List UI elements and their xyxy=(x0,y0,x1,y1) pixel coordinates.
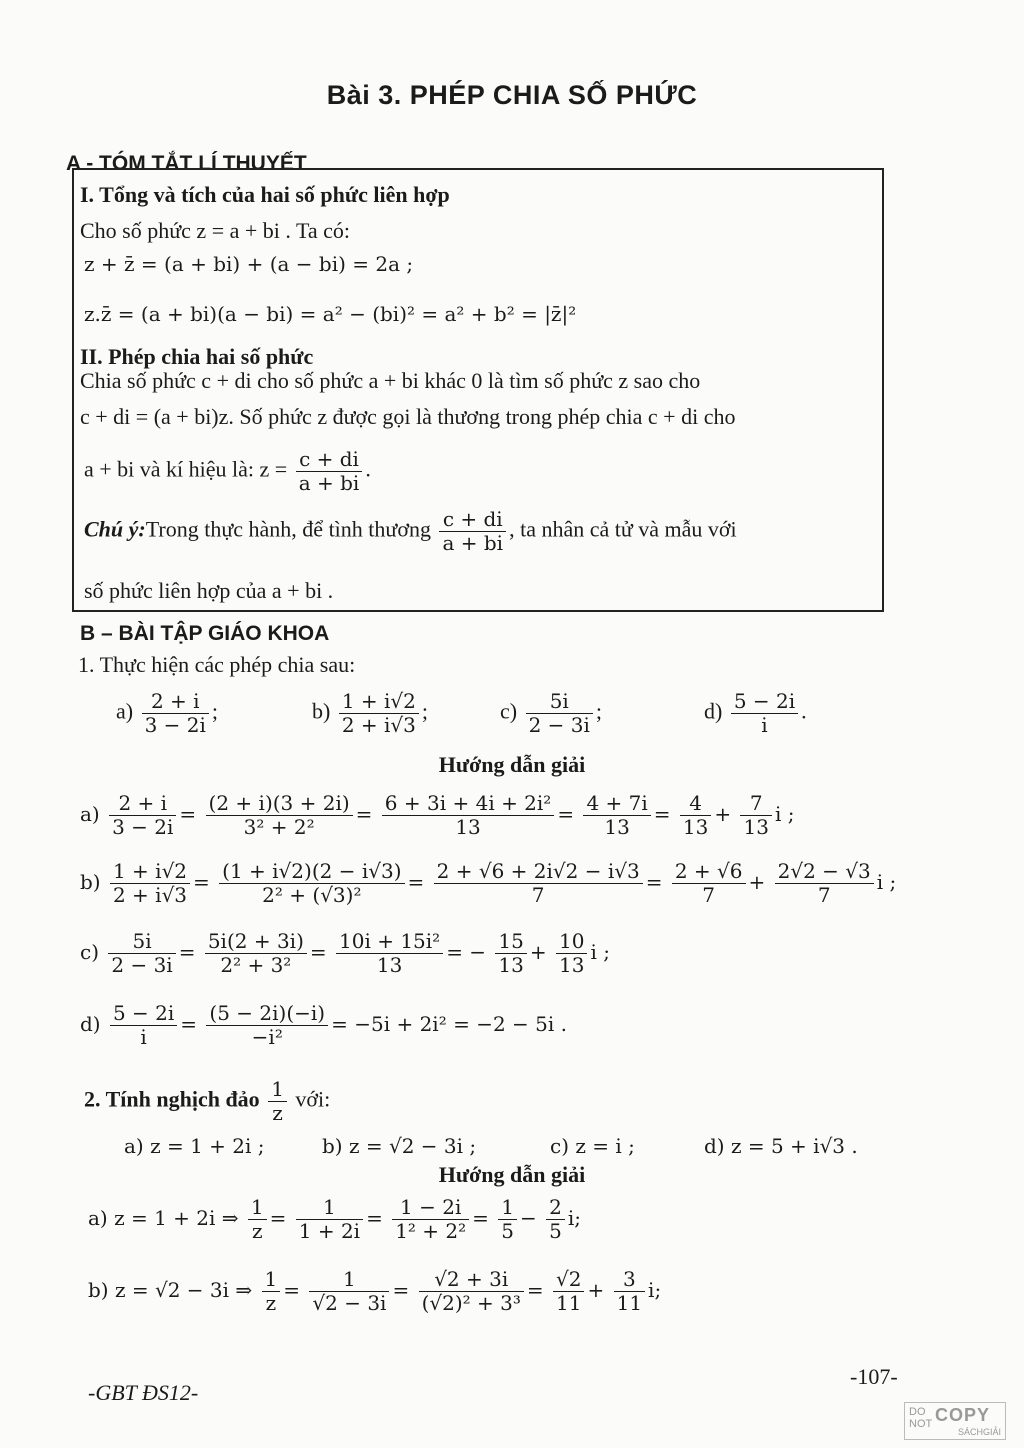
fraction-numerator: c + di xyxy=(296,448,363,472)
exercise-1-guide-heading: Hướng dẫn giải xyxy=(438,752,586,777)
fraction-numerator: √2 + 3i xyxy=(419,1268,524,1292)
exercise-2-statement xyxy=(84,1078,330,1125)
item-label: a) xyxy=(80,802,100,826)
fraction-denominator: 3 − 2i xyxy=(144,713,206,737)
fraction-denominator: 2 − 3i xyxy=(528,713,590,737)
fraction-denominator: 13 xyxy=(743,815,769,839)
fraction-denominator: 13 xyxy=(498,953,524,977)
fraction-denominator: 2² + 3² xyxy=(220,953,292,977)
fraction-numerator: 5i xyxy=(526,690,593,714)
fraction-numerator: √2 xyxy=(553,1268,584,1292)
solution-2b: b) z = √2 − 3i ⇒ $\frac{1}{z}$ = $\frac{1}{√2 - 3i}$ = $\frac{√2 + 3i}{\text{(√2)² + 3³}}$ = $\frac{√2}{11}$ + $\frac{3}{11}$ i; xyxy=(88,1267,662,1315)
fraction-denominator: i xyxy=(140,1025,147,1049)
note-text-a: Trong thực hành, để tình thương xyxy=(145,516,431,542)
fraction-numerator: 7 xyxy=(740,792,771,816)
fraction-numerator: 1 − 2i xyxy=(392,1196,469,1220)
exercise-1-item-c: c) $\frac{5i}{2 - 3i}$ ; xyxy=(500,689,603,737)
exercise-1-item-a: a) $\frac{2 + i}{3 - 2i}$ ; xyxy=(116,689,219,737)
fraction-denominator: 11 xyxy=(616,1291,643,1315)
fraction-numerator: 2 + i xyxy=(142,690,209,714)
solution-prefix: a) z = 1 + 2i ⇒ xyxy=(88,1206,239,1230)
note-label: Chú ý: xyxy=(84,516,146,542)
fraction-numerator: 1 xyxy=(268,1078,287,1102)
fraction-numerator: 15 xyxy=(495,930,526,954)
fraction-denominator: 3 − 2i xyxy=(112,815,174,839)
solution-suffix: i; xyxy=(648,1278,662,1302)
fraction-numerator: 4 xyxy=(680,792,711,816)
exercise-2-item-d: d) z = 5 + i√3 . xyxy=(704,1134,858,1158)
fraction-denominator: z xyxy=(272,1101,283,1125)
fraction-numerator: 2 xyxy=(546,1196,565,1220)
fraction-numerator: 2√2 − √3 xyxy=(775,860,874,884)
fraction-numerator: 6 + 3i + 4i + 2i² xyxy=(382,792,555,816)
fraction-denominator: z xyxy=(265,1291,277,1315)
fraction-denominator: 13 xyxy=(559,953,585,977)
stamp-not: NOT xyxy=(909,1418,933,1430)
fraction-denominator: 3² + 2² xyxy=(243,815,315,839)
theory-formula-product: z.z̄ = (a + bi)(a − bi) = a² − (bi)² = a² + b² = |z̄|² xyxy=(84,302,577,326)
statement-text: 2. Tính nghịch đảo xyxy=(84,1086,260,1112)
fraction-numerator: c + di xyxy=(439,508,506,532)
solution-suffix: i; xyxy=(567,1206,582,1230)
solution-suffix: i ; xyxy=(774,802,795,826)
note-fraction xyxy=(439,508,506,555)
division-fraction xyxy=(296,448,363,495)
fraction-numerator: (1 + i√2)(2 − i√3) xyxy=(219,860,404,884)
stamp-copy: COPY xyxy=(935,1405,991,1425)
fraction-denominator: 1² + 2² xyxy=(395,1219,467,1243)
fraction-denominator: 13 xyxy=(682,815,709,839)
do-not-copy-stamp xyxy=(904,1402,1006,1440)
exercise-1-item-b: b) $\frac{1 + i√2}{2 + i√3}$ ; xyxy=(312,689,429,737)
fraction-denominator: 2 − 3i xyxy=(111,953,173,977)
fraction-numerator: 10i + 15i² xyxy=(336,930,443,954)
fraction-numerator: 2 + √6 + 2i√2 − i√3 xyxy=(434,860,643,884)
fraction-denominator: √2 − 3i xyxy=(312,1291,387,1315)
fraction-denominator: 1 + 2i xyxy=(298,1219,361,1243)
solution-prefix: b) z = √2 − 3i ⇒ xyxy=(88,1278,253,1302)
fraction-numerator: 5i xyxy=(108,930,175,954)
fraction-denominator: 5 xyxy=(501,1219,515,1243)
fraction-numerator: (5 − 2i)(−i) xyxy=(206,1002,328,1026)
fraction-denominator: 7 xyxy=(702,883,716,907)
fraction-denominator: 7 xyxy=(817,883,831,907)
exercise-2-item-c: c) z = i ; xyxy=(550,1134,635,1158)
fraction-numerator: 1 xyxy=(498,1196,517,1220)
item-label: d) xyxy=(80,1012,101,1036)
fraction-denominator: a + bi xyxy=(298,471,360,495)
fraction-numerator: 1 xyxy=(248,1196,267,1220)
theory-heading-2: II. Phép chia hai số phức xyxy=(80,344,314,369)
fraction-denominator: 2 + i√3 xyxy=(341,713,416,737)
solution-1b: b) $\frac{1 + i√2}{2 + i√3}$ = $\frac{(1 + i√2)(2 - i√3)}{\text{2² + (√3)²}}$ = $\frac{2 + √6 + 2i√2 - i√3}{7}$ = $\frac{2 + √6}{7}$ + $\frac{2√2 - √3}{7}$ i ; xyxy=(80,859,897,907)
fraction-denominator: 2² + (√3)² xyxy=(262,883,362,907)
page-title: Bài 3. PHÉP CHIA SỐ PHỨC xyxy=(326,80,698,110)
fraction-numerator: 5i(2 + 3i) xyxy=(205,930,307,954)
theory-formula-sum: z + z̄ = (a + bi) + (a − bi) = 2a ; xyxy=(84,252,414,276)
fraction-numerator: 10 xyxy=(556,930,587,954)
statement-suffix: với: xyxy=(295,1086,331,1112)
stamp-do: DO xyxy=(909,1406,926,1418)
item-label: d) xyxy=(704,698,723,724)
exercise-2-item-b: b) z = √2 − 3i ; xyxy=(322,1134,477,1158)
exercise-2-item-a: a) z = 1 + 2i ; xyxy=(124,1134,265,1158)
fraction-numerator: 2 + i xyxy=(109,792,176,816)
fraction-denominator: 13 xyxy=(455,815,481,839)
item-label: a) xyxy=(116,698,134,724)
theory-line-2: Chia số phức c + di cho số phức a + bi khác 0 là tìm số phức z sao cho xyxy=(80,368,701,393)
item-label: c) xyxy=(80,940,100,964)
fraction-numerator: 1 + i√2 xyxy=(339,690,419,714)
item-label: b) xyxy=(312,698,331,724)
theory-line-3: c + di = (a + bi)z. Số phức z được gọi là thương trong phép chia c + di cho xyxy=(80,404,736,429)
item-label: c) xyxy=(500,698,518,724)
theory-note xyxy=(84,508,737,555)
fraction-denominator: −i² xyxy=(251,1025,283,1049)
theory-line-1: Cho số phức z = a + bi . Ta có: xyxy=(80,218,351,243)
theory-line-4-text: a + bi và kí hiệu là: z = xyxy=(84,456,288,482)
fraction-numerator: 1 xyxy=(262,1268,281,1292)
fraction-denominator: 13 xyxy=(604,815,630,839)
solution-1d: d) $\frac{5 - 2i}{i}$ = $\frac{(5 - 2i)(-i)}{\text{−i²}}$ = −5i + 2i² = −2 − 5i . xyxy=(80,1001,567,1049)
fraction-numerator: 5 − 2i xyxy=(110,1002,177,1026)
theory-line-4: a + bi và kí hiệu là: z = $\frac{c + di}{a + bi}$ . xyxy=(84,447,371,495)
solution-suffix: = −5i + 2i² = −2 − 5i . xyxy=(331,1012,567,1036)
solution-suffix: i ; xyxy=(876,870,897,894)
solution-1c: c) $\frac{5i}{2 - 3i}$ = $\frac{5i(2 + 3i)}{\text{2² + 3²}}$ = $\frac{\text{10i + 15i²}}{13}$ = − $\frac{15}{13}$ + $\frac{10}{13}$ i ; xyxy=(80,929,610,977)
fraction-numerator: 5 − 2i xyxy=(731,690,798,714)
fraction-denominator: a + bi xyxy=(442,531,504,555)
fraction-denominator: 7 xyxy=(531,883,545,907)
fraction-denominator: (√2)² + 3³ xyxy=(421,1291,521,1315)
fraction-denominator: 11 xyxy=(556,1291,582,1315)
footer-book-label: -GBT ĐS12- xyxy=(88,1380,199,1405)
fraction-numerator: 1 + i√2 xyxy=(110,860,190,884)
fraction-denominator: i xyxy=(761,713,768,737)
exercise-1-statement: 1. Thực hiện các phép chia sau: xyxy=(78,652,356,677)
fraction-numerator: 4 + 7i xyxy=(583,792,650,816)
fraction-numerator: 1 xyxy=(309,1268,389,1292)
fraction-denominator: 13 xyxy=(376,953,403,977)
page-number: -107- xyxy=(850,1364,898,1389)
stamp-brand: SÁCHGIẢI xyxy=(957,1427,1001,1437)
fraction-denominator: z xyxy=(251,1219,263,1243)
solution-2a: a) z = 1 + 2i ⇒ $\frac{1}{z}$ = $\frac{1}{1 + 2i}$ = $\frac{1 - 2i}{\text{1² + 2²}}$ = $\frac{1}{5}$ − $\frac{2}{5}$ i; xyxy=(88,1195,582,1243)
fraction-denominator: 5 xyxy=(549,1219,562,1243)
note-text-b: , ta nhân cả tử và mẫu với xyxy=(509,516,737,542)
solution-1a: a) $\frac{2 + i}{3 - 2i}$ = $\frac{(2 + i)(3 + 2i)}{\text{3² + 2²}}$ = $\frac{\text{6 + 3i + 4i + 2i²}}{13}$ = $\frac{4 + 7i}{13}$ = $\frac{4}{13}$ + $\frac{7}{13}$ i ; xyxy=(80,791,795,839)
fraction-numerator: 3 xyxy=(614,1268,645,1292)
fraction-numerator: 1 xyxy=(296,1196,363,1220)
fraction-numerator: 2 + √6 xyxy=(672,860,746,884)
theory-heading-1: I. Tổng và tích của hai số phức liên hợp xyxy=(80,182,450,207)
theory-line-5: số phức liên hợp của a + bi . xyxy=(84,578,334,603)
fraction-numerator: (2 + i)(3 + 2i) xyxy=(206,792,353,816)
section-b-heading: B – BÀI TẬP GIÁO KHOA xyxy=(80,622,330,645)
section-a-heading: A - TÓM TẮT LÍ THUYẾT xyxy=(66,152,307,175)
fraction-denominator: 2 + i√3 xyxy=(112,883,188,907)
item-label: b) xyxy=(80,870,101,894)
solution-suffix: i ; xyxy=(590,940,610,964)
exercise-1-item-d: d) $\frac{5 - 2i}{i}$ . xyxy=(704,689,807,737)
exercise-2-guide-heading: Hướng dẫn giải xyxy=(438,1162,586,1187)
